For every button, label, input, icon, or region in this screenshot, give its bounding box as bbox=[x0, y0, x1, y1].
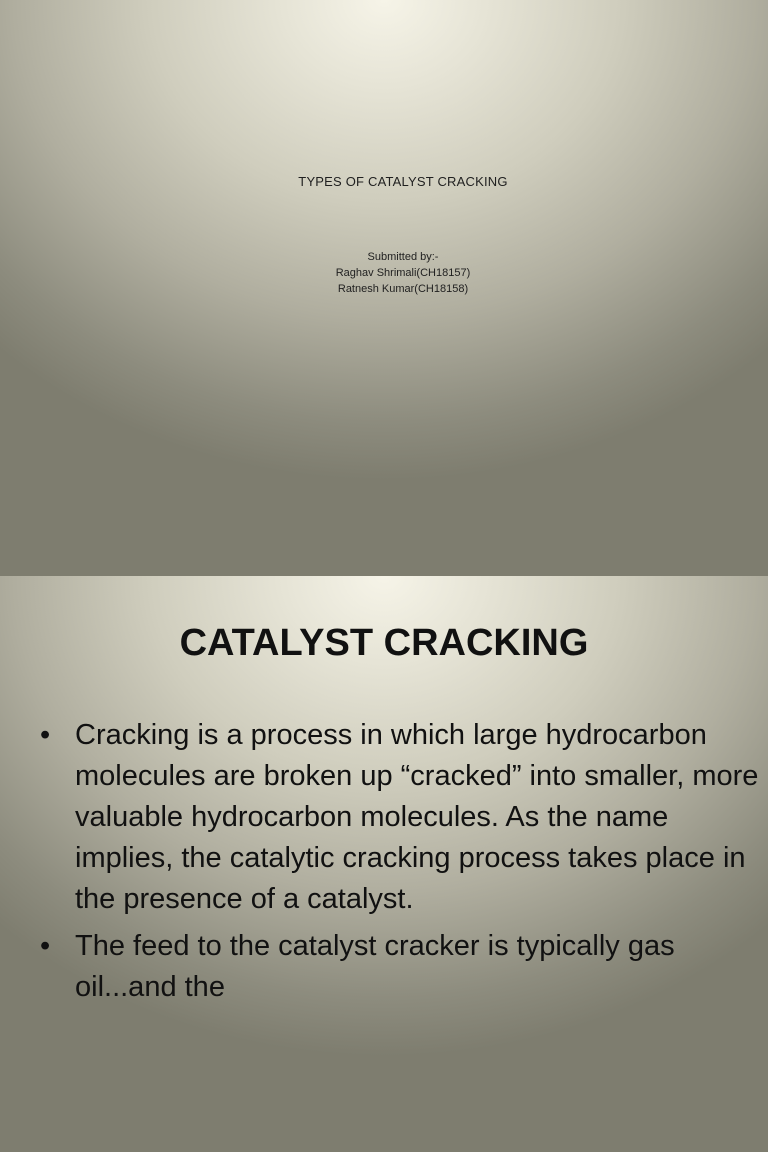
author-1: Raghav Shrimali(CH18157) bbox=[335, 267, 471, 279]
submitted-by-label: Submitted by:- bbox=[367, 251, 439, 263]
bullet-item-1 bbox=[40, 715, 760, 920]
bullet-item-2 bbox=[40, 926, 760, 1008]
slide-1-subtitle bbox=[0, 249, 768, 297]
slide-2-title: CATALYST CRACKING bbox=[179, 622, 589, 664]
bullet-dot-icon: • bbox=[40, 719, 51, 751]
slide-1-title: TYPES OF CATALYST CRACKING bbox=[298, 174, 508, 189]
bullet-text-2: The feed to the catalyst cracker is typically gas oil...and the bbox=[75, 930, 675, 1003]
author-2: Ratnesh Kumar(CH18158) bbox=[337, 283, 469, 295]
bullet-list bbox=[40, 715, 760, 1014]
bullet-text-1: Cracking is a process in which large hydrocarbon molecules are broken up “cracked” into smaller, more valuable hydrocarbon molecules. As the name implies, the catalytic cracking process takes place in the presence of a catalyst. bbox=[75, 719, 759, 915]
bullet-dot-icon: • bbox=[40, 930, 51, 962]
